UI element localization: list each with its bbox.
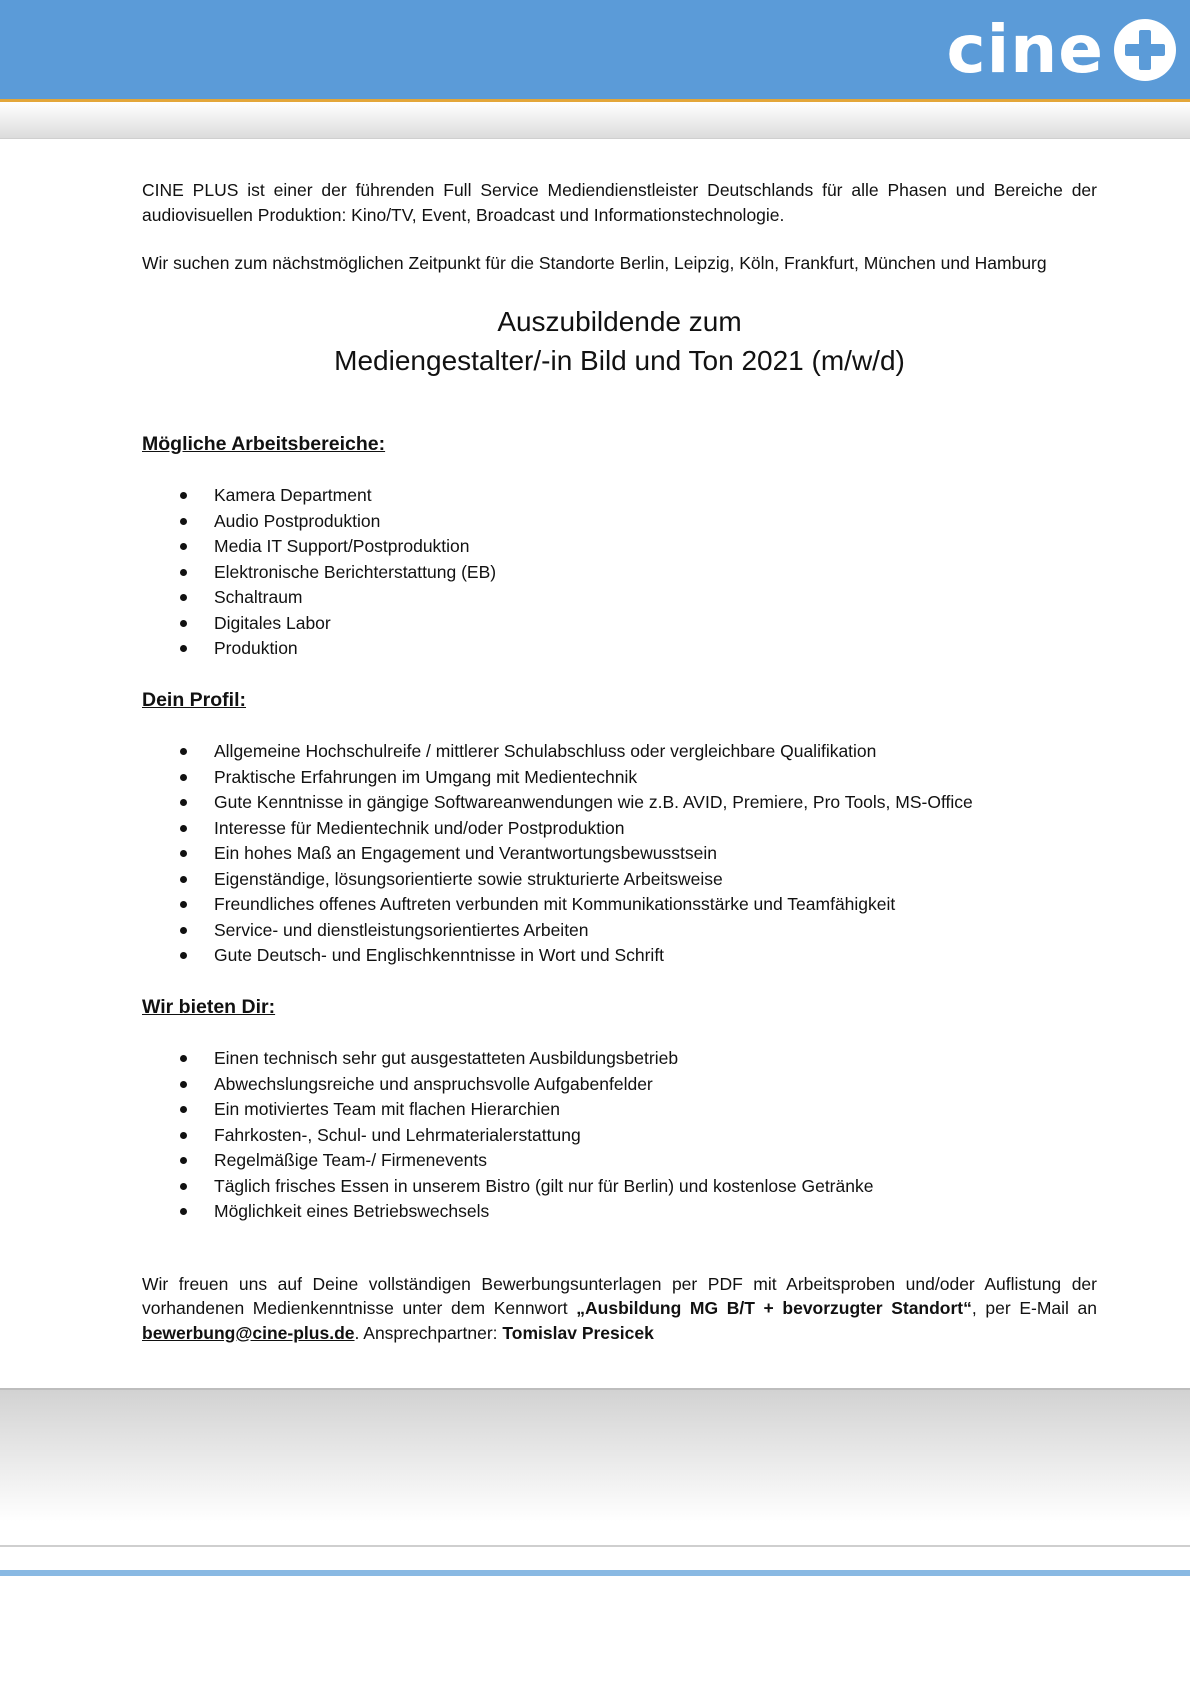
list-item xyxy=(142,1123,1097,1149)
job-title-line-2: Mediengestalter/-in Bild und Ton 2021 (m/w/d) xyxy=(334,344,905,376)
bullet-icon xyxy=(180,645,187,652)
section-heading-angebot: Wir bieten Dir: xyxy=(142,995,276,1018)
list-item xyxy=(142,1097,1097,1123)
bullet-icon xyxy=(180,876,187,883)
bullet-icon xyxy=(180,543,187,550)
footer-band xyxy=(0,1388,1190,1547)
bullet-icon xyxy=(180,1157,187,1164)
list-item xyxy=(142,892,1097,918)
profil-list xyxy=(142,739,1097,969)
bullet-icon xyxy=(180,1081,187,1088)
list-item-text: Ein motiviertes Team mit flachen Hierarchien xyxy=(214,1099,560,1119)
section-heading-profil: Dein Profil: xyxy=(142,688,247,711)
list-item xyxy=(142,1199,1097,1225)
closing-text: Wir freuen uns auf Deine vollständigen Bewerbungsunterlagen per PDF mit Arbeitsproben und/oder Auflistung der vorhandenen Medienkenntnisse unter dem Kennwort xyxy=(142,1273,1097,1318)
job-ad-content xyxy=(142,178,1097,1363)
list-item xyxy=(142,841,1097,867)
list-item xyxy=(142,483,1097,509)
list-item xyxy=(142,867,1097,893)
application-keyword: „Ausbildung MG B/T + bevorzugter Standort“ xyxy=(576,1298,972,1318)
bullet-icon xyxy=(180,492,187,499)
list-item-text: Media IT Support/Postproduktion xyxy=(214,536,470,556)
list-item xyxy=(142,1148,1097,1174)
bullet-icon xyxy=(180,825,187,832)
closing-text-middle: , per E-Mail an xyxy=(971,1298,1098,1318)
bullet-icon xyxy=(180,927,187,934)
list-item-text: Fahrkosten-, Schul- und Lehrmaterialerstattung xyxy=(214,1124,581,1145)
list-item-text: Audio Postproduktion xyxy=(214,510,381,531)
list-item-text: Ein hohes Maß an Engagement und Verantwortungsbewusstsein xyxy=(214,843,717,863)
bullet-icon xyxy=(180,569,187,576)
list-item-text: Service- und dienstleistungsorientiertes Arbeiten xyxy=(214,919,589,940)
list-item-text: Abwechslungsreiche und anspruchsvolle Aufgabenfelder xyxy=(214,1073,653,1094)
list-item xyxy=(142,534,1097,560)
bullet-icon xyxy=(180,620,187,627)
intro-paragraph: CINE PLUS ist einer der führenden Full Service Mediendienstleister Deutschlands für alle Phasen und Bereiche der audiovisuellen Produktion: Kino/TV, Event, Broadcast und Informationstechnologie. xyxy=(142,180,1097,225)
arbeitsbereiche-list xyxy=(142,483,1097,662)
bullet-icon xyxy=(180,1106,187,1113)
bullet-icon xyxy=(180,774,187,781)
bullet-icon xyxy=(180,748,187,755)
list-item-text: Möglichkeit eines Betriebswechsels xyxy=(214,1201,490,1221)
list-item xyxy=(142,585,1097,611)
list-item-text: Täglich frisches Essen in unserem Bistro (gilt nur für Berlin) und kostenlose Getränke xyxy=(214,1175,874,1196)
bullet-icon xyxy=(180,1055,187,1062)
list-item-text: Praktische Erfahrungen im Umgang mit Medientechnik xyxy=(214,766,638,787)
list-item-text: Produktion xyxy=(214,638,298,658)
list-item xyxy=(142,509,1097,535)
list-item xyxy=(142,790,1097,816)
angebot-list xyxy=(142,1046,1097,1225)
header-shade xyxy=(0,102,1190,139)
job-title-line-1: Auszubildende zum xyxy=(497,305,742,337)
bullet-icon xyxy=(180,901,187,908)
email-link[interactable]: bewerbung@cine-plus.de xyxy=(142,1322,355,1343)
list-item-text: Interesse für Medientechnik und/oder Postproduktion xyxy=(214,817,625,838)
job-title xyxy=(142,302,1097,380)
bullet-icon xyxy=(180,594,187,601)
bullet-icon xyxy=(180,952,187,959)
bullet-icon xyxy=(180,1208,187,1215)
bullet-icon xyxy=(180,1132,187,1139)
list-item-text: Elektronische Berichterstattung (EB) xyxy=(214,561,497,582)
list-item-text: Allgemeine Hochschulreife / mittlerer Schulabschluss oder vergleichbare Qualifikation xyxy=(214,741,877,761)
bullet-icon xyxy=(180,1183,187,1190)
list-item-text: Regelmäßige Team-/ Firmenevents xyxy=(214,1150,487,1170)
list-item xyxy=(142,918,1097,944)
list-item xyxy=(142,1174,1097,1200)
list-item-text: Kamera Department xyxy=(214,485,372,505)
plus-circle-icon xyxy=(1112,17,1178,83)
header-band xyxy=(0,0,1190,99)
contact-name: Tomislav Presicek xyxy=(502,1322,654,1343)
list-item-text: Digitales Labor xyxy=(214,612,331,633)
search-paragraph: Wir suchen zum nächstmöglichen Zeitpunkt für die Standorte Berlin, Leipzig, Köln, Frankfurt, München und Hamburg xyxy=(142,253,1047,273)
list-item xyxy=(142,816,1097,842)
list-item-text: Schaltraum xyxy=(214,587,303,607)
footer-accent-line xyxy=(0,1570,1190,1576)
section-heading-arbeitsbereiche: Mögliche Arbeitsbereiche: xyxy=(142,432,386,455)
list-item-text: Einen technisch sehr gut ausgestatteten Ausbildungsbetrieb xyxy=(214,1048,679,1068)
list-item xyxy=(142,560,1097,586)
list-item xyxy=(142,636,1097,662)
list-item xyxy=(142,739,1097,765)
list-item xyxy=(142,1046,1097,1072)
list-item xyxy=(142,765,1097,791)
closing-paragraph xyxy=(142,1272,1097,1346)
list-item xyxy=(142,611,1097,637)
cine-plus-logo xyxy=(946,11,1179,88)
list-item xyxy=(142,943,1097,969)
contact-label: . Ansprechpartner: xyxy=(354,1322,503,1343)
bullet-icon xyxy=(180,850,187,857)
logo-text: cine xyxy=(946,11,1104,88)
list-item-text: Gute Deutsch- und Englischkenntnisse in Wort und Schrift xyxy=(214,945,665,965)
list-item-text: Freundliches offenes Auftreten verbunden mit Kommunikationsstärke und Teamfähigkeit xyxy=(214,894,896,914)
list-item-text: Gute Kenntnisse in gängige Softwareanwendungen wie z.B. AVID, Premiere, Pro Tools, MS-Office xyxy=(214,792,973,812)
bullet-icon xyxy=(180,799,187,806)
list-item xyxy=(142,1072,1097,1098)
bullet-icon xyxy=(180,518,187,525)
list-item-text: Eigenständige, lösungsorientierte sowie strukturierte Arbeitsweise xyxy=(214,868,723,889)
